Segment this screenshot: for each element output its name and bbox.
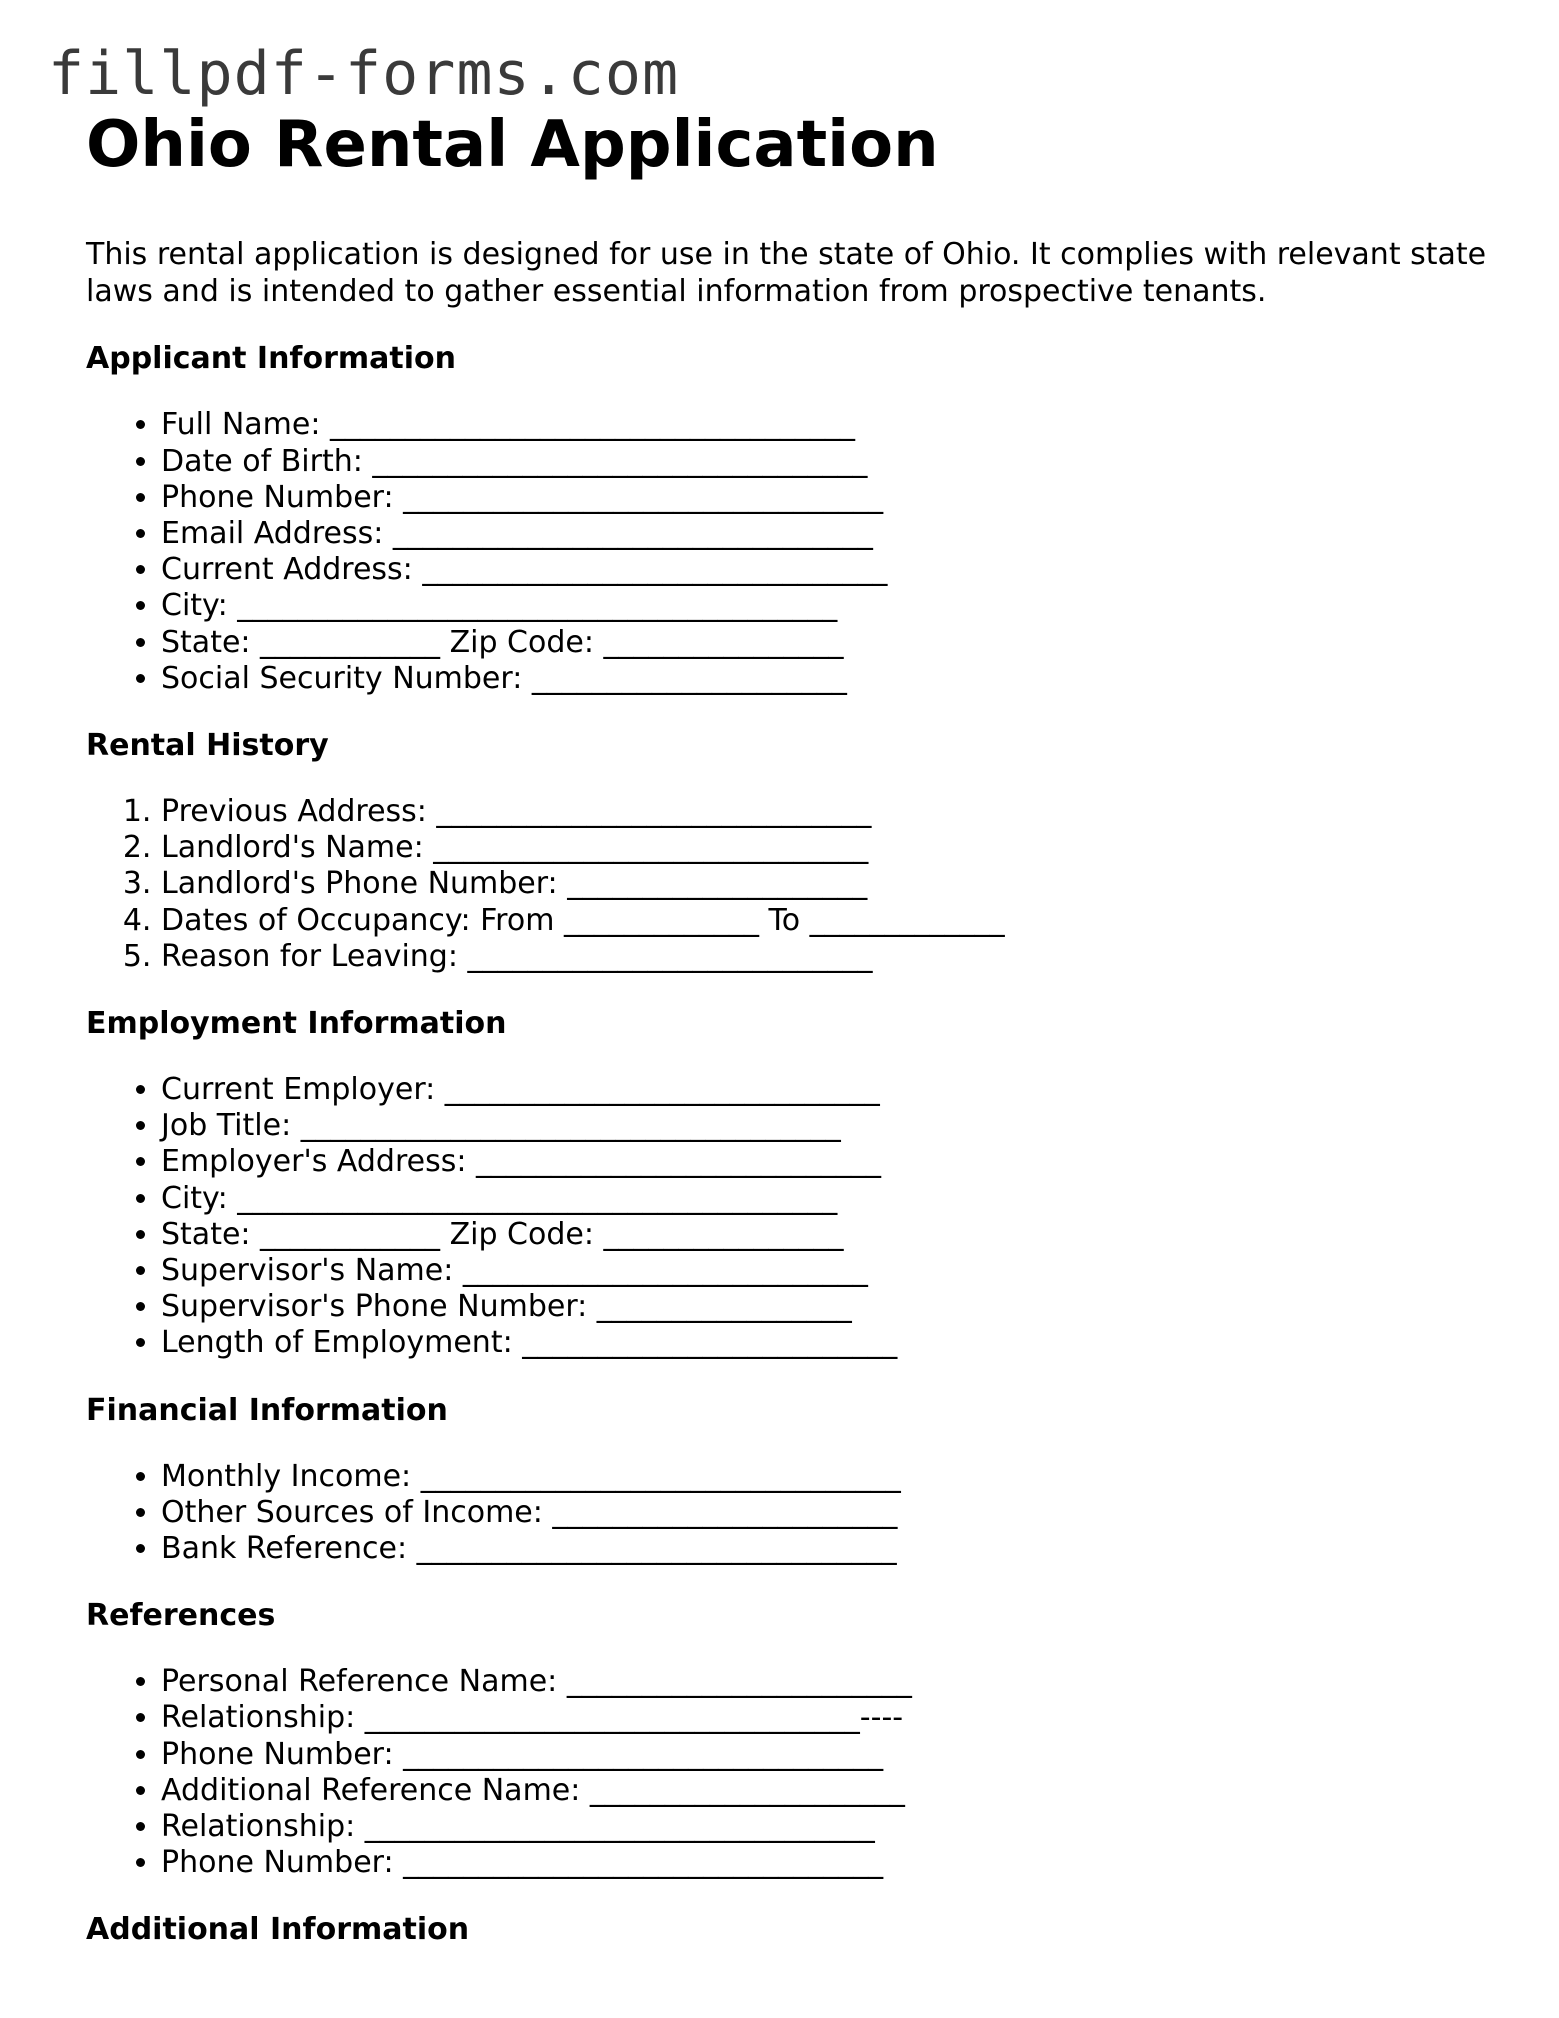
field-city[interactable]: • City: ________________________________________: [161, 588, 1506, 624]
field-supervisor-phone[interactable]: • Supervisor's Phone Number: _________________: [161, 1289, 1506, 1325]
field-landlord-name[interactable]: 2. Landlord's Name: _____________________________: [161, 830, 1506, 866]
field-supervisor-name[interactable]: • Supervisor's Name: ___________________________: [161, 1253, 1506, 1289]
section-heading-additional: Additional Information: [86, 1912, 470, 1948]
rental-history-list: [86, 794, 1506, 975]
section-heading-rental-history: Rental History: [86, 728, 329, 764]
field-additional-reference-relationship[interactable]: • Relationship: __________________________________: [161, 1809, 1506, 1845]
field-ssn[interactable]: • Social Security Number: _____________________: [161, 661, 1506, 697]
field-phone-number[interactable]: • Phone Number: ________________________________: [161, 480, 1506, 516]
references-list: [86, 1664, 1506, 1881]
page-title: Ohio Rental Application: [86, 108, 939, 182]
field-personal-reference-name[interactable]: • Personal Reference Name: _______________________: [161, 1664, 1506, 1700]
employment-list: [86, 1072, 1506, 1362]
intro-paragraph: This rental application is designed for use in the state of Ohio. It complies with relevant state laws and is intended to gather essential information from prospective tenants.: [86, 237, 1487, 310]
field-monthly-income[interactable]: • Monthly Income: ________________________________: [161, 1459, 1506, 1495]
field-current-address[interactable]: • Current Address: _______________________________: [161, 552, 1506, 588]
section-heading-financial: Financial Information: [86, 1392, 448, 1428]
field-dates-of-occupancy[interactable]: 4. Dates of Occupancy: From _____________ To _____________: [161, 903, 1506, 939]
field-additional-reference-name[interactable]: • Additional Reference Name: _____________________: [161, 1773, 1506, 1809]
document-page: [86, 110, 1506, 1948]
field-bank-reference[interactable]: • Bank Reference: ________________________________: [161, 1531, 1506, 1567]
applicant-list: [86, 407, 1506, 697]
watermark: fillpdf-forms.com: [48, 39, 680, 109]
field-landlord-phone[interactable]: 3. Landlord's Phone Number: ____________________: [161, 866, 1506, 902]
field-employer-state-zip[interactable]: • State: ____________ Zip Code: ________________: [161, 1217, 1506, 1253]
section-heading-references: References: [86, 1598, 276, 1634]
field-other-income[interactable]: • Other Sources of Income: _______________________: [161, 1495, 1506, 1531]
section-heading-applicant: Applicant Information: [86, 341, 456, 377]
field-state-zip[interactable]: • State: ____________ Zip Code: ________________: [161, 625, 1506, 661]
field-personal-reference-relationship[interactable]: • Relationship: _________________________________----: [161, 1700, 1506, 1736]
field-email-address[interactable]: • Email Address: ________________________________: [161, 516, 1506, 552]
field-date-of-birth[interactable]: • Date of Birth: _________________________________: [161, 444, 1506, 480]
field-length-of-employment[interactable]: • Length of Employment: _________________________: [161, 1325, 1506, 1361]
field-employer-address[interactable]: • Employer's Address: ___________________________: [161, 1144, 1506, 1180]
field-employer-city[interactable]: • City: ________________________________________: [161, 1181, 1506, 1217]
financial-list: [86, 1459, 1506, 1568]
field-personal-reference-phone[interactable]: • Phone Number: ________________________________: [161, 1737, 1506, 1773]
field-previous-address[interactable]: 1. Previous Address: _____________________________: [161, 794, 1506, 830]
field-job-title[interactable]: • Job Title: ____________________________________: [161, 1108, 1506, 1144]
field-current-employer[interactable]: • Current Employer: _____________________________: [161, 1072, 1506, 1108]
section-heading-employment: Employment Information: [86, 1006, 507, 1042]
field-reason-for-leaving[interactable]: 5. Reason for Leaving: ___________________________: [161, 939, 1506, 975]
field-full-name[interactable]: • Full Name: ___________________________________: [161, 407, 1506, 443]
field-additional-reference-phone[interactable]: • Phone Number: ________________________________: [161, 1845, 1506, 1881]
